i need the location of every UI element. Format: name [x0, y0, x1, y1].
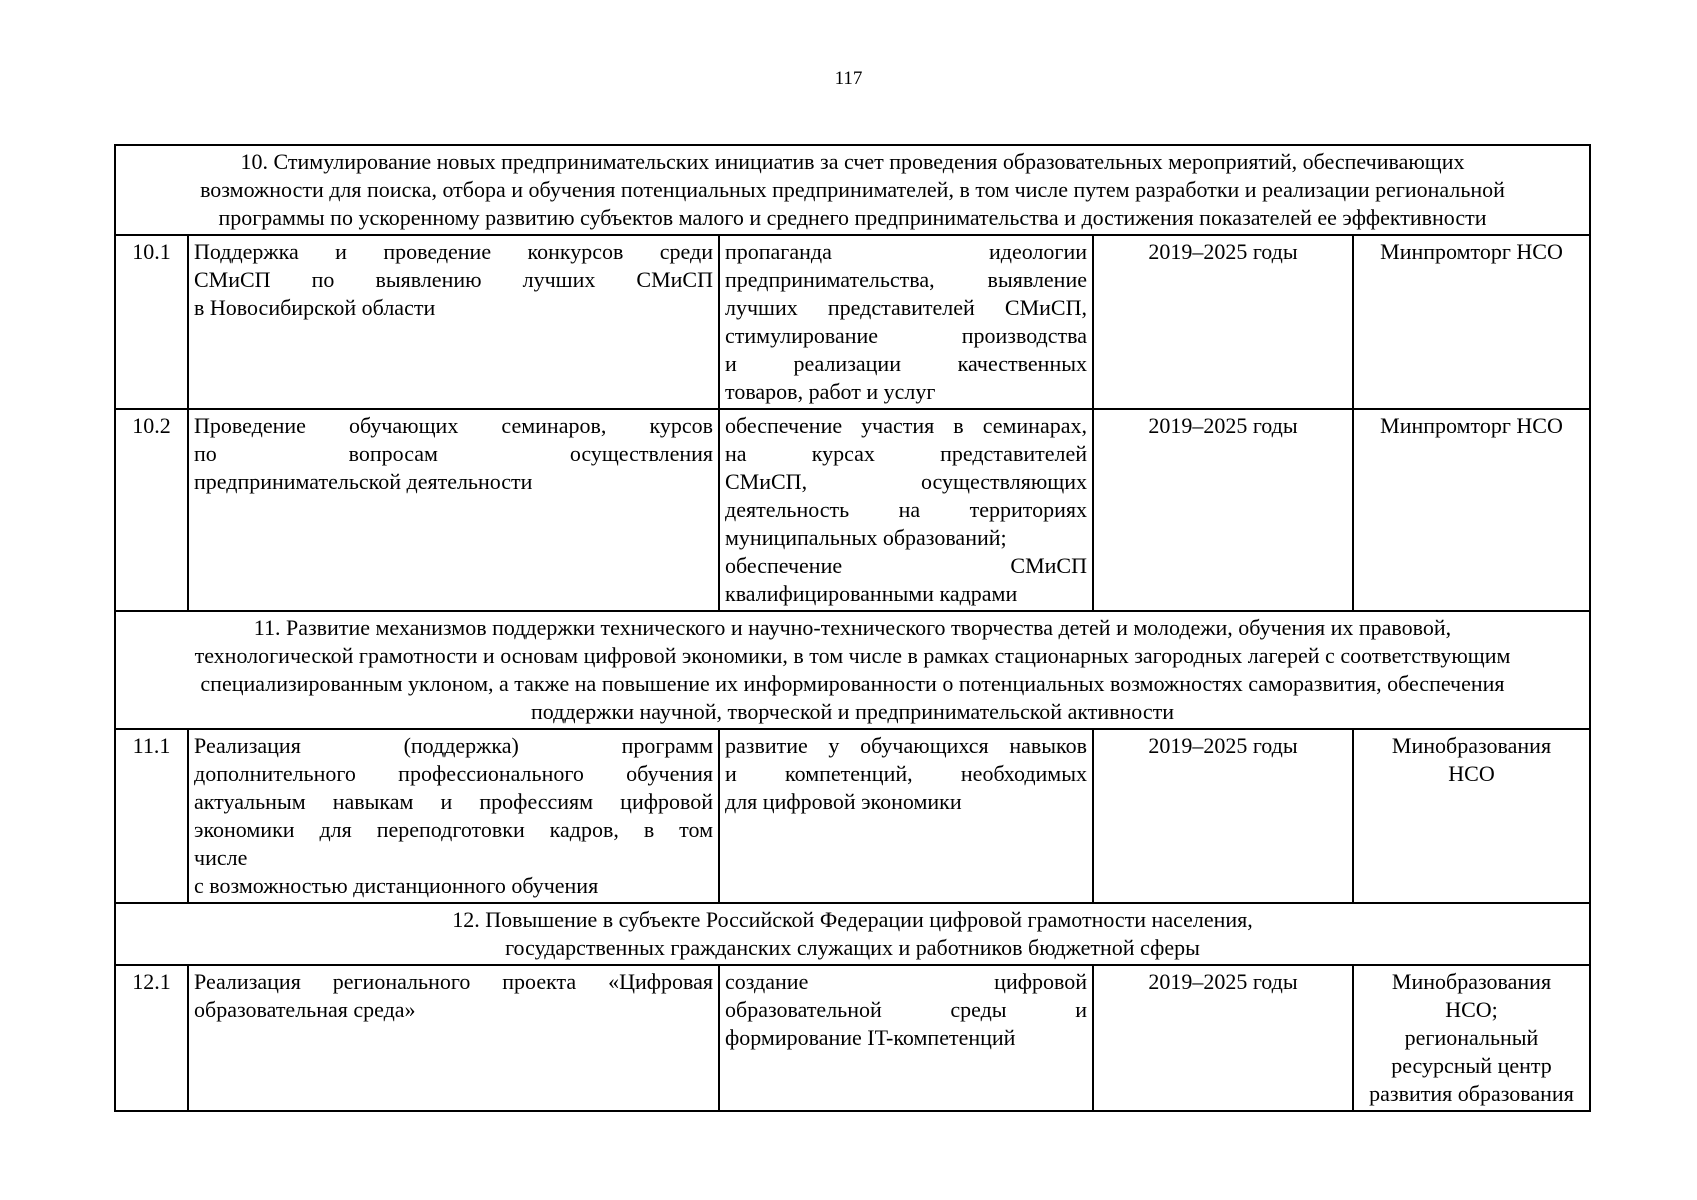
- responsible-executor-line: Минобразования: [1391, 733, 1552, 758]
- measure-name: [188, 965, 719, 1111]
- table-row: [115, 235, 1590, 409]
- expected-result-line: лучших представителей СМиСП,: [725, 295, 1087, 320]
- measure-name: [188, 729, 719, 903]
- section-heading-line: государственных гражданских служащих и работников бюджетной сферы: [505, 935, 1200, 960]
- section-heading-line: 12. Повышение в субъекте Российской Федерации цифровой грамотности населения,: [452, 907, 1253, 932]
- responsible-executor-line: НСО: [1448, 761, 1495, 786]
- responsible-executor-line: Минпромторг НСО: [1380, 413, 1563, 438]
- table-row: [115, 409, 1590, 611]
- expected-result-line: для цифровой экономики: [725, 789, 962, 814]
- section-heading-line: программы по ускоренному развитию субъектов малого и среднего предпринимательства и достижения показателей ее эффективности: [218, 205, 1487, 230]
- expected-result-line: стимулирование производства: [725, 323, 1087, 348]
- expected-result-line: СМиСП, осуществляющих: [725, 469, 1087, 494]
- responsible-executor: [1353, 409, 1590, 611]
- section-heading-row: [115, 903, 1590, 965]
- responsible-executor-line: региональный: [1404, 1025, 1539, 1050]
- measure-name-line: по вопросам осуществления: [194, 441, 713, 466]
- measure-name-line: с возможностью дистанционного обучения: [194, 873, 599, 898]
- section-heading-line: 11. Развитие механизмов поддержки технического и научно-технического творчества детей и молодежи, обучения их правовой,: [253, 615, 1452, 640]
- section-heading: [115, 611, 1590, 729]
- responsible-executor: [1353, 965, 1590, 1111]
- expected-result: [719, 235, 1093, 409]
- implementation-period: 2019–2025 годы: [1093, 235, 1353, 409]
- expected-result-line: предпринимательства, выявление: [725, 267, 1087, 292]
- measure-name-line: Реализация регионального проекта «Цифровая: [194, 969, 713, 994]
- expected-result-line: пропаганда идеологии: [725, 239, 1087, 264]
- row-number: 10.1: [115, 235, 188, 409]
- measure-name: [188, 409, 719, 611]
- expected-result: [719, 409, 1093, 611]
- expected-result-line: муниципальных образований;: [725, 525, 1007, 550]
- expected-result-line: и компетенций, необходимых: [725, 761, 1087, 786]
- section-heading-line: поддержки научной, творческой и предпринимательской активности: [531, 699, 1174, 724]
- expected-result: [719, 729, 1093, 903]
- measure-name-line: образовательная среда»: [194, 997, 416, 1022]
- section-heading-line: технологической грамотности и основам цифровой экономики, в том числе в рамках стационарных загородных лагерей с соответствующим: [194, 643, 1511, 668]
- responsible-executor-line: Минпромторг НСО: [1380, 239, 1563, 264]
- responsible-executor-line: Минобразования: [1391, 969, 1552, 994]
- section-heading: [115, 903, 1590, 965]
- expected-result: [719, 965, 1093, 1111]
- measure-name: [188, 235, 719, 409]
- implementation-period: 2019–2025 годы: [1093, 965, 1353, 1111]
- responsible-executor-line: ресурсный центр: [1391, 1053, 1552, 1078]
- measure-name-line: Реализация (поддержка) программ: [194, 733, 713, 758]
- expected-result-line: обеспечение СМиСП: [725, 553, 1087, 578]
- expected-result-line: и реализации качественных: [725, 351, 1087, 376]
- expected-result-line: создание цифровой: [725, 969, 1087, 994]
- row-number: 12.1: [115, 965, 188, 1111]
- expected-result-line: развитие у обучающихся навыков: [725, 733, 1087, 758]
- expected-result-line: на курсах представителей: [725, 441, 1087, 466]
- measure-name-line: актуальным навыкам и профессиям цифровой: [194, 789, 713, 814]
- row-number: 11.1: [115, 729, 188, 903]
- section-heading-line: 10. Стимулирование новых предпринимательских инициатив за счет проведения образовательных мероприятий, обеспечивающих: [240, 149, 1465, 174]
- expected-result-line: квалифицированными кадрами: [725, 581, 1018, 606]
- expected-result-line: формирование IT-компетенций: [725, 1025, 1016, 1050]
- section-heading-line: возможности для поиска, отбора и обучения потенциальных предпринимателей, в том числе путем разработки и реализации региональной: [200, 177, 1505, 202]
- responsible-executor: [1353, 729, 1590, 903]
- measure-name-line: в Новосибирской области: [194, 295, 436, 320]
- measure-name-line: числе: [194, 845, 248, 870]
- row-number: 10.2: [115, 409, 188, 611]
- measure-name-line: Поддержка и проведение конкурсов среди: [194, 239, 713, 264]
- table-row: [115, 965, 1590, 1111]
- section-heading-row: [115, 611, 1590, 729]
- responsible-executor-line: развития образования: [1369, 1081, 1574, 1106]
- section-heading-row: [115, 145, 1590, 235]
- expected-result-line: деятельность на территориях: [725, 497, 1087, 522]
- implementation-period: 2019–2025 годы: [1093, 729, 1353, 903]
- page-number: 117: [834, 68, 863, 89]
- table-body: [115, 145, 1590, 1111]
- responsible-executor-line: НСО;: [1445, 997, 1498, 1022]
- expected-result-line: обеспечение участия в семинарах,: [725, 413, 1087, 438]
- measure-name-line: СМиСП по выявлению лучших СМиСП: [194, 267, 713, 292]
- measures-table: [114, 144, 1591, 1112]
- implementation-period: 2019–2025 годы: [1093, 409, 1353, 611]
- expected-result-line: товаров, работ и услуг: [725, 379, 936, 404]
- responsible-executor: [1353, 235, 1590, 409]
- measure-name-line: экономики для переподготовки кадров, в том: [194, 817, 713, 842]
- measure-name-line: предпринимательской деятельности: [194, 469, 533, 494]
- section-heading: [115, 145, 1590, 235]
- measure-name-line: дополнительного профессионального обучения: [194, 761, 713, 786]
- measure-name-line: Проведение обучающих семинаров, курсов: [194, 413, 713, 438]
- table-row: [115, 729, 1590, 903]
- section-heading-line: специализированным уклоном, а также на повышение их информированности о потенциальных возможностях саморазвития, обеспечения: [200, 671, 1505, 696]
- expected-result-line: образовательной среды и: [725, 997, 1087, 1022]
